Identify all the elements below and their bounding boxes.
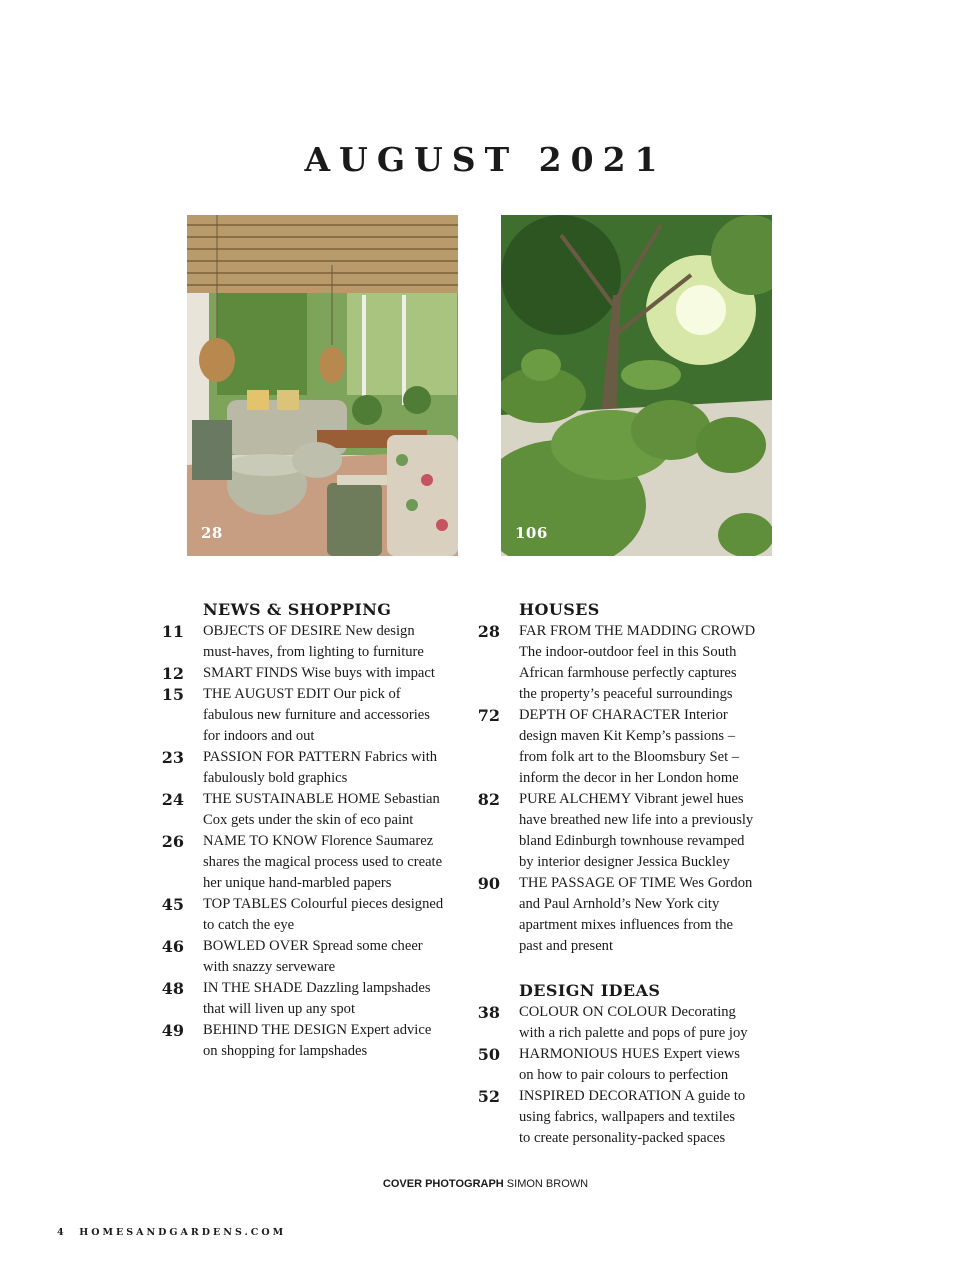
entry-text-line: bland Edinburgh townhouse revamped [519,833,745,849]
cover-photograph-credit [0,1178,971,1190]
entry-text-line: by interior designer Jessica Buckley [519,854,730,870]
section-heading-news-shopping: NEWS & SHOPPING [203,600,392,619]
page-title: AUGUST 2021 [304,140,667,179]
entry-page-number: 46 [161,937,184,956]
entry-page-number: 11 [161,622,184,641]
contents-entry[interactable] [160,789,460,831]
entry-text-line: past and present [519,938,614,954]
contents-entry[interactable] [160,621,460,663]
contents-entry[interactable] [160,663,460,684]
contents-entry[interactable] [476,1002,776,1044]
contents-entry[interactable] [160,894,460,936]
entry-text-line: the property’s peaceful surroundings [519,686,733,702]
entry-text-line: have breathed new life into a previously [519,812,754,828]
entry-page-number: 28 [477,622,500,641]
contents-entry[interactable] [160,684,460,747]
contents-entry[interactable] [476,873,776,957]
entry-page-number: 82 [477,790,500,809]
contents-entry[interactable] [160,1020,460,1062]
entry-text-line: IN THE SHADE Dazzling lampshades [203,980,431,996]
entry-text-line: on how to pair colours to perfection [519,1067,729,1083]
contents-entry[interactable] [160,936,460,978]
photo-page-number: 106 [515,524,548,542]
entry-text-line: NAME TO KNOW Florence Saumarez [203,833,434,849]
entry-text-line: INSPIRED DECORATION A guide to [519,1088,746,1104]
entry-page-number: 49 [161,1021,184,1040]
entry-text-line: SMART FINDS Wise buys with impact [203,665,435,681]
section-heading-houses: HOUSES [519,600,600,619]
entry-page-number: 45 [161,895,184,914]
entry-text-line: using fabrics, wallpapers and textiles [519,1109,736,1125]
entry-page-number: 24 [161,790,184,809]
entry-text-line: Cox gets under the skin of eco paint [203,812,414,828]
entry-page-number: 90 [477,874,500,893]
entry-text-line: with snazzy serveware [203,959,336,975]
credit-label: COVER PHOTOGRAPH [382,1178,504,1190]
entry-page-number: 50 [477,1045,500,1064]
contents-right-column [476,598,776,1149]
contents-entry[interactable] [476,705,776,789]
contents-entry[interactable] [476,1044,776,1086]
entry-page-number: 48 [161,979,184,998]
entry-page-number: 26 [161,832,184,851]
page-footer [57,1227,286,1238]
footer-page-number: 4 [57,1227,67,1238]
entry-text-line: must-haves, from lighting to furniture [203,644,424,660]
contents-entry[interactable] [476,789,776,873]
entry-text-line: on shopping for lampshades [203,1043,368,1059]
entry-text-line: BOWLED OVER Spread some cheer [203,938,423,954]
living-room-illustration [187,215,458,556]
entry-text-line: THE SUSTAINABLE HOME Sebastian [203,791,440,807]
entry-text-line: PASSION FOR PATTERN Fabrics with [203,749,438,765]
entry-page-number: 72 [477,706,500,725]
entry-page-number: 12 [161,664,184,683]
contents-entry[interactable] [160,831,460,894]
garden-photo[interactable] [501,215,772,556]
entry-text-line: fabulous new furniture and accessories [203,707,430,723]
entry-text-line: and Paul Arnhold’s New York city [519,896,720,912]
entry-text-line: to create personality-packed spaces [519,1130,726,1146]
entry-text-line: fabulously bold graphics [203,770,348,786]
entry-text-line: HARMONIOUS HUES Expert views [519,1046,740,1062]
entry-text-line: FAR FROM THE MADDING CROWD [519,623,756,639]
entry-text-line: PURE ALCHEMY Vibrant jewel hues [519,791,744,807]
contents-left-column [160,598,460,1062]
photo-page-number: 28 [201,524,223,542]
entry-text-line: from folk art to the Bloomsbury Set – [519,749,740,765]
contents-entry[interactable] [476,621,776,705]
entry-text-line: BEHIND THE DESIGN Expert advice [203,1022,432,1038]
entry-text-line: African farmhouse perfectly captures [519,665,737,681]
entry-page-number: 52 [477,1087,500,1106]
entry-text-line: shares the magical process used to create [203,854,443,870]
entry-text-line: inform the decor in her London home [519,770,739,786]
living-room-photo[interactable] [187,215,458,556]
entry-text-line: with a rich palette and pops of pure joy [519,1025,748,1041]
section-heading-design-ideas: DESIGN IDEAS [519,981,661,1000]
entry-text-line: for indoors and out [203,728,315,744]
entry-text-line: OBJECTS OF DESIRE New design [203,623,415,639]
entry-text-line: her unique hand-marbled papers [203,875,392,891]
entry-text-line: THE PASSAGE OF TIME Wes Gordon [519,875,753,891]
contents-entry[interactable] [160,747,460,789]
entry-text-line: to catch the eye [203,917,295,933]
footer-site[interactable]: HOMESANDGARDENS.COM [79,1227,287,1238]
entry-text-line: DEPTH OF CHARACTER Interior [519,707,728,723]
entry-page-number: 23 [161,748,184,767]
entry-text-line: TOP TABLES Colourful pieces designed [203,896,444,912]
entry-page-number: 15 [161,685,184,704]
entry-text-line: apartment mixes influences from the [519,917,733,933]
garden-illustration [501,215,772,556]
credit-name: SIMON BROWN [506,1178,589,1190]
entry-text-line: COLOUR ON COLOUR Decorating [519,1004,736,1020]
contents-entry[interactable] [160,978,460,1020]
entry-text-line: THE AUGUST EDIT Our pick of [203,686,401,702]
entry-text-line: The indoor-outdoor feel in this South [519,644,737,660]
contents-entry[interactable] [476,1086,776,1149]
entry-text-line: design maven Kit Kemp’s passions – [519,728,736,744]
entry-page-number: 38 [477,1003,500,1022]
entry-text-line: that will liven up any spot [203,1001,356,1017]
